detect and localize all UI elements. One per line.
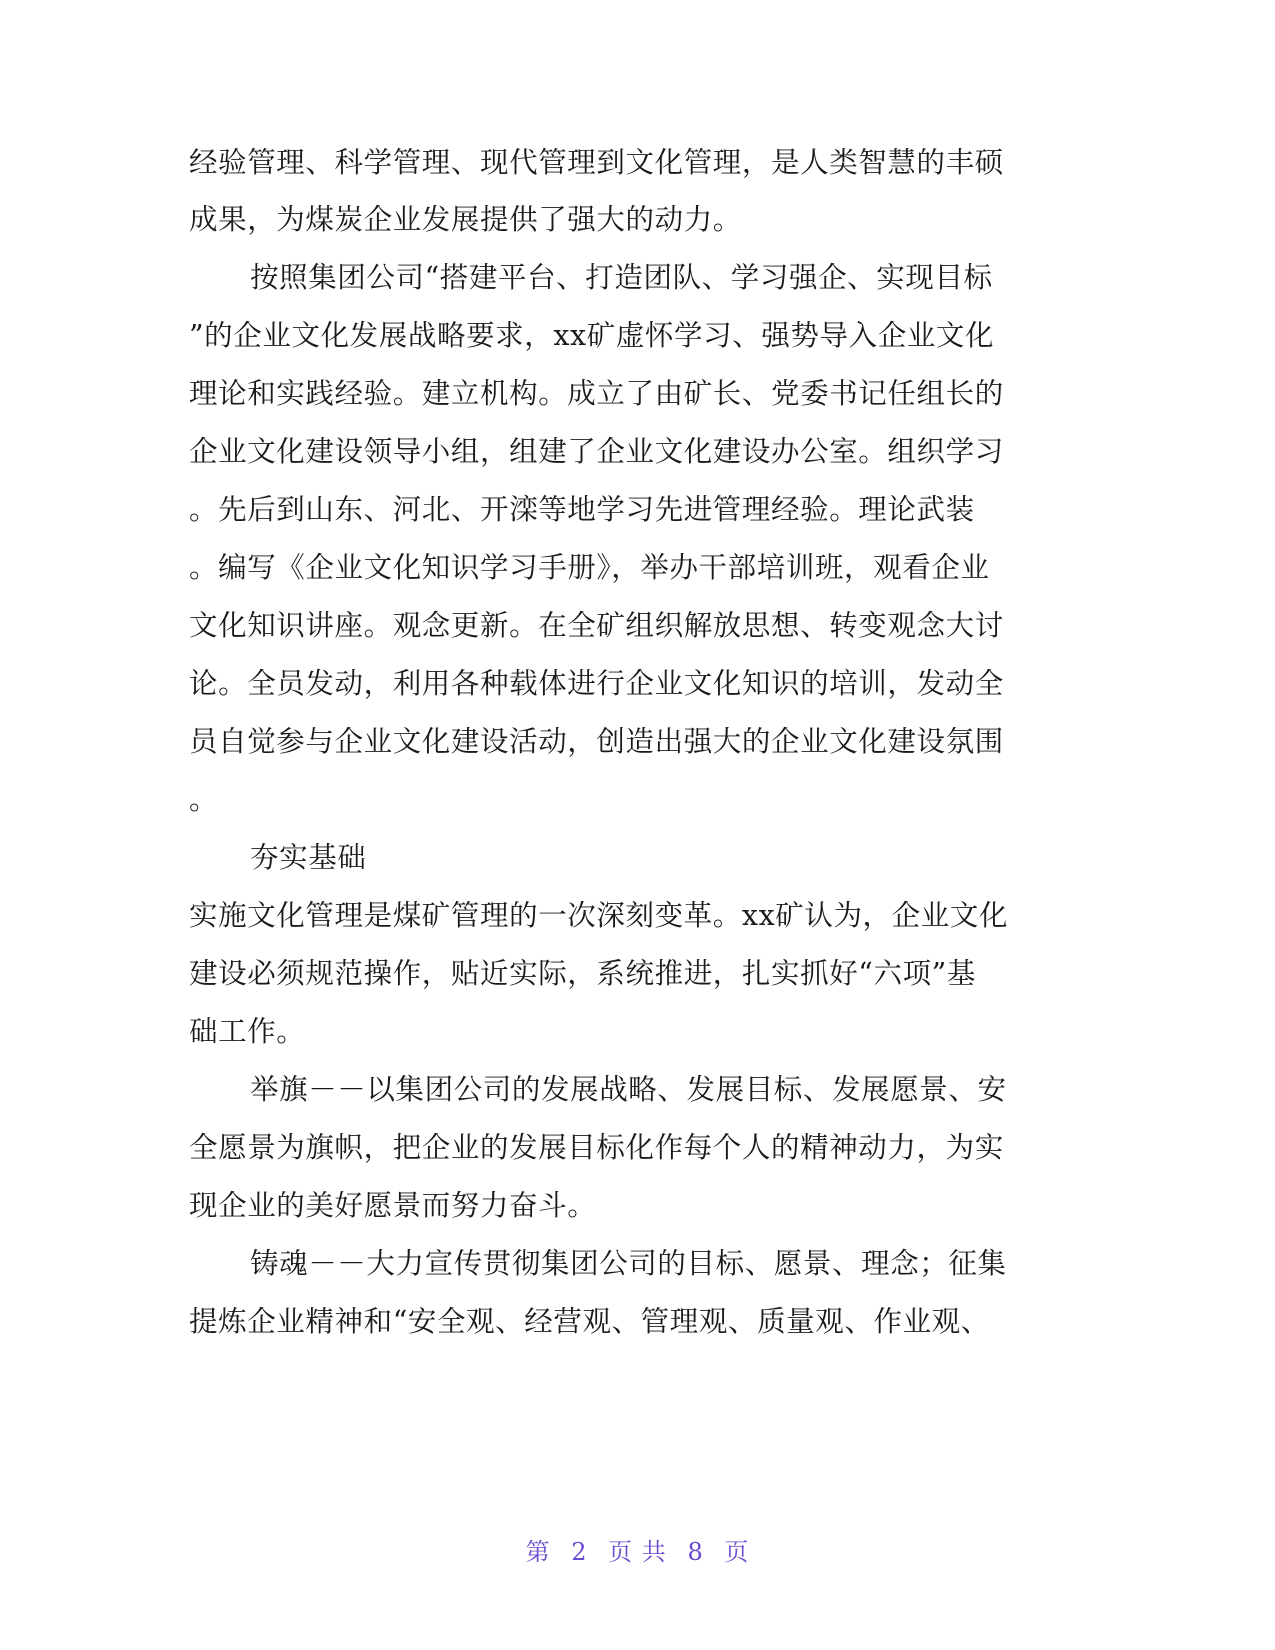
text-line-1: 经验管理、科学管理、现代管理到文化管理，是人类智慧的丰硕 (189, 146, 1004, 179)
page-number-footer (0, 1537, 1275, 1567)
footer-suffix: 页 (724, 1538, 750, 1566)
text-line-6: 企业文化建设领导小组，组建了企业文化建设办公室。组织学习 (189, 435, 1004, 468)
footer-total-pages: 8 (687, 1538, 704, 1566)
text-line-18: 全愿景为旗帜，把企业的发展目标化作每个人的精神动力，为实 (189, 1131, 1004, 1164)
text-line-10: 论。全员发动，利用各种载体进行企业文化知识的培训，发动全 (189, 667, 1004, 700)
text-line-5: 理论和实践经验。建立机构。成立了由矿长、党委书记任组长的 (189, 377, 1004, 410)
text-line-4: ”的企业文化发展战略要求，xx矿虚怀学习、强势导入企业文化 (189, 319, 995, 352)
text-line-3: 按照集团公司“搭建平台、打造团队、学习强企、实现目标 (250, 261, 993, 294)
text-line-14: 实施文化管理是煤矿管理的一次深刻变革。xx矿认为，企业文化 (189, 899, 1009, 932)
text-line-17: 举旗－－以集团公司的发展战略、发展目标、发展愿景、安 (250, 1073, 1007, 1106)
text-line-9: 文化知识讲座。观念更新。在全矿组织解放思想、转变观念大讨 (189, 609, 1004, 642)
text-line-8: 。编写《企业文化知识学习手册》，举办干部培训班，观看企业 (189, 551, 990, 584)
footer-middle: 页 共 (608, 1538, 667, 1566)
footer-prefix: 第 (525, 1538, 551, 1566)
text-line-12: 。 (189, 783, 219, 816)
text-line-7: 。先后到山东、河北、开滦等地学习先进管理经验。理论武装 (189, 493, 975, 526)
text-line-2: 成果，为煤炭企业发展提供了强大的动力。 (189, 203, 742, 236)
text-line-15: 建设必须规范操作，贴近实际，系统推进，扎实抓好“六项”基 (189, 957, 976, 990)
text-line-21: 提炼企业精神和“安全观、经营观、管理观、质量观、作业观、 (189, 1305, 990, 1338)
text-line-11: 员自觉参与企业文化建设活动，创造出强大的企业文化建设氛围 (189, 725, 1004, 758)
text-line-20: 铸魂－－大力宣传贯彻集团公司的目标、愿景、理念；征集 (250, 1247, 1007, 1280)
footer-current-page: 2 (571, 1538, 588, 1566)
text-line-16: 础工作。 (189, 1015, 306, 1048)
section-heading: 夯实基础 (250, 841, 367, 874)
text-line-19: 现企业的美好愿景而努力奋斗。 (189, 1189, 597, 1222)
